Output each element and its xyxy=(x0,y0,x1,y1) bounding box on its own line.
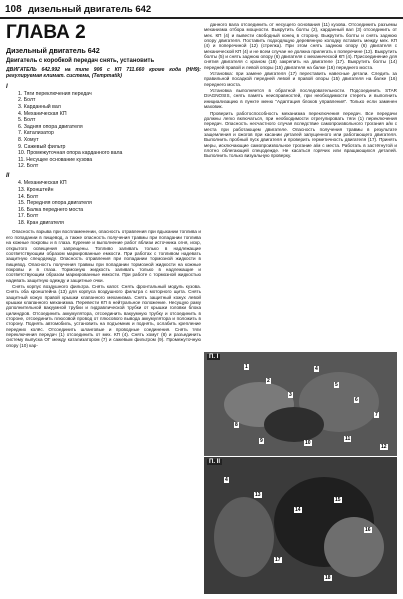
callout-marker: 14 xyxy=(295,507,301,513)
list-item: 3. Карданный вал xyxy=(18,104,61,111)
photo-detail xyxy=(214,497,274,577)
figure-engine-bay-photo xyxy=(204,457,397,594)
callout-marker: 17 xyxy=(275,557,281,563)
body-paragraph: Установка выполняется в обратной последовательности. Подсоединить STAR DIAGNOSIS, снять память неисправностей, при необходимости стереть и выполнить инициализацию в пункте меню "Адаптация блоков управления". Только если заменен маховик. xyxy=(204,88,397,110)
chapter-title: ГЛАВА 2 xyxy=(6,22,86,43)
list-item: 18. Кран двигателя xyxy=(18,219,64,226)
body-paragraph: Снять корпус воздушного фильтра. Снять капот. Снять фронтальный модуль кузова. Снять оба кронштейна (13) для корпуса воздушного фильтра с моторного щита. Снять защитный кожух правой крышки клапанного механизма. Снять защитный кожух левой крышки клапанного механизма. Перевести КП в нейтральное положение. Несущую раму дополнительной вакуумной трубки и гидравлической трубки от крышки головки блока цилиндров. Отсоединить аккумулятора, отсоединить вакуумную трубку и отсоединить в стороне, отсоединить плюсовой провод от плюсового вывода аккумулятора и положить в сторону. Поднять автомобиль, установить на подъемник и поднять, ослабить крепление передних колёс. Отсоединить шланговые и проводные соединения. Снять тяги переключения передач (1) отсоединить от мех. КП (4). Снять хомут (8) и разъединить систему выпуска ОГ между катализатором (7) и сажевым фильтром (9). Промежуточную опору (10) кар- xyxy=(6,283,201,348)
list-item: 16. Балка переднего моста xyxy=(18,206,84,213)
page-header xyxy=(0,0,403,19)
callout-marker: 2 xyxy=(267,378,270,384)
figure-underbody-photo xyxy=(204,352,397,456)
part-one-label: I xyxy=(6,83,8,90)
page-number: 108 xyxy=(5,4,22,15)
chapter-subtitle: Дизельный двигатель 642 xyxy=(6,46,100,55)
callout-marker: 3 xyxy=(289,392,292,398)
section-meta: ДВИГАТЕЛЬ 642.992 на типе 906 с КП 711.660 кроме кода (НН9): регулируемая климат. система, (Tempmatik) xyxy=(6,66,201,79)
photo-detail xyxy=(324,517,384,577)
callout-marker: 7 xyxy=(375,412,378,418)
callout-marker: 4 xyxy=(315,366,318,372)
callout-marker: 8 xyxy=(235,422,238,428)
list-item: 11. Несущее основание кузова xyxy=(18,156,93,163)
list-item: 8. Хомут xyxy=(18,137,39,143)
body-paragraph: Установка: при замене двигателя (17) переставить навесные детали. Следить за правильной посадкой передней левой и правой опоры (15) двигателя на балке (16) переднего моста. xyxy=(204,71,397,87)
callout-marker: 12 xyxy=(381,444,387,450)
list-item: 15. Передняя опора двигателя xyxy=(18,200,92,207)
list-item: 13. Кронштейн xyxy=(18,186,54,193)
callout-marker: 4 xyxy=(225,477,228,483)
list-item: 14. Болт xyxy=(18,193,39,200)
body-paragraph: данного вала отсоединить от несущего основания (11) кузова. Отсоединить разъемы механизма отбора мощности. Выкрутить болты (2), карданный вал (3) отсоединить от мех. КП (4) и вывести свободный конец в сторону. Выкрутить болты и снять заднюю опору двигателя. Поставить подходящую деревянную колодку вставить между мех. КП (4) и поперечиной (12) (стрелка). При этом снять заднюю опору (6) двигателя с механической КП (4) и не всем случае не должна прилегать к поперечине (12). Выкрутить болты (5) и снять заднюю опору (6) двигателя с механической КП (4). Присоединение для снятия двигателя с краном (18) закрепить на двигателе (17). Выкрутить болты (14) передней правой и левой опоры (15) двигателя на балке (16) переднего моста. xyxy=(204,22,397,70)
section-title: Двигатель с коробкой передач снять, установить xyxy=(6,57,155,64)
photo-detail xyxy=(264,407,324,442)
part-two-list xyxy=(18,180,201,226)
body-paragraph: Проверить работоспособность механизма переключения передач. Все передачи должны легко включаться, при необходимости отрегулировать тяги (1) переключения передач. Опасность несчастного случая вследствие самопроизвольного трогания а/м с места при работающем двигателе. Опасность получения травмы в результате защемления и ожогов при касании деталей запущенного или работающего двигателя. Выполнить пробный пуск двигателя и проверить герметичность двигателя (17). Принять меры, исключающие самопроизвольное трогание а/м с места. Работать в застёгнутой и плотно облегающей спецодежде. Не касаться горячих или вращающихся деталей. Выполнить только визуальную проверку. xyxy=(204,110,397,159)
list-item: 2. Болт xyxy=(18,97,36,104)
list-item: 7. Катализатор xyxy=(18,130,54,137)
list-item: 17. Болт xyxy=(18,213,39,220)
callout-marker: 5 xyxy=(335,382,338,388)
list-item: 9. Сажевый фильтр xyxy=(18,143,66,150)
left-column xyxy=(6,22,201,594)
callout-marker: 11 xyxy=(345,436,351,442)
body-paragraph: Опасность взрыва при воспламенении, опасность отравления при вдыхании топлива и его попадании в пищевод, а также опасность получения травмы при попадании топлива на кожные покровы и в глаза. Курение и выполнение работ вблизи источника огня, искр, открытого освещения запрещены. Топливо заливать только в надлежащие соответствующим образом маркированные емкости. При работах с топливом надевать защитную спецодежду. Опасность отравления при попадании тормозной жидкости в пищевод. Опасность получения травмы при попадании тормозной жидкости на кожные покровы и в глаза. Тормозную жидкость заливать только в надлежащие и соответствующим образом маркированные емкости. При работе с тормозной жидкостью надевать защитную одежду и защитные очки. xyxy=(6,229,201,283)
callout-marker: 16 xyxy=(365,527,371,533)
callout-marker: 10 xyxy=(305,440,311,446)
list-item: 10. Промежуточная опора карданного вала xyxy=(18,150,123,157)
figure-label: П. II xyxy=(209,459,220,465)
running-title: дизельный двигатель 642 xyxy=(28,4,152,15)
list-item: 4. Механическая КП xyxy=(18,110,67,117)
callout-marker: 13 xyxy=(255,492,261,498)
list-item: 12. Болт xyxy=(18,163,39,170)
list-item: 5. Болт xyxy=(18,117,36,124)
part-two-label: II xyxy=(6,172,10,179)
figure-label: П. I xyxy=(209,354,219,360)
callout-marker: 1 xyxy=(245,364,248,370)
callout-marker: 6 xyxy=(355,397,358,403)
list-item: 1. Тяги переключения передач xyxy=(18,90,92,97)
callout-marker: 9 xyxy=(260,438,263,444)
right-column xyxy=(204,22,397,352)
callout-marker: 15 xyxy=(335,497,341,503)
callout-marker: 18 xyxy=(325,575,331,581)
list-item: 4. Механическая КП xyxy=(18,180,67,187)
part-one-list xyxy=(18,91,201,170)
list-item: 6. Задняя опора двигателя xyxy=(18,123,83,130)
